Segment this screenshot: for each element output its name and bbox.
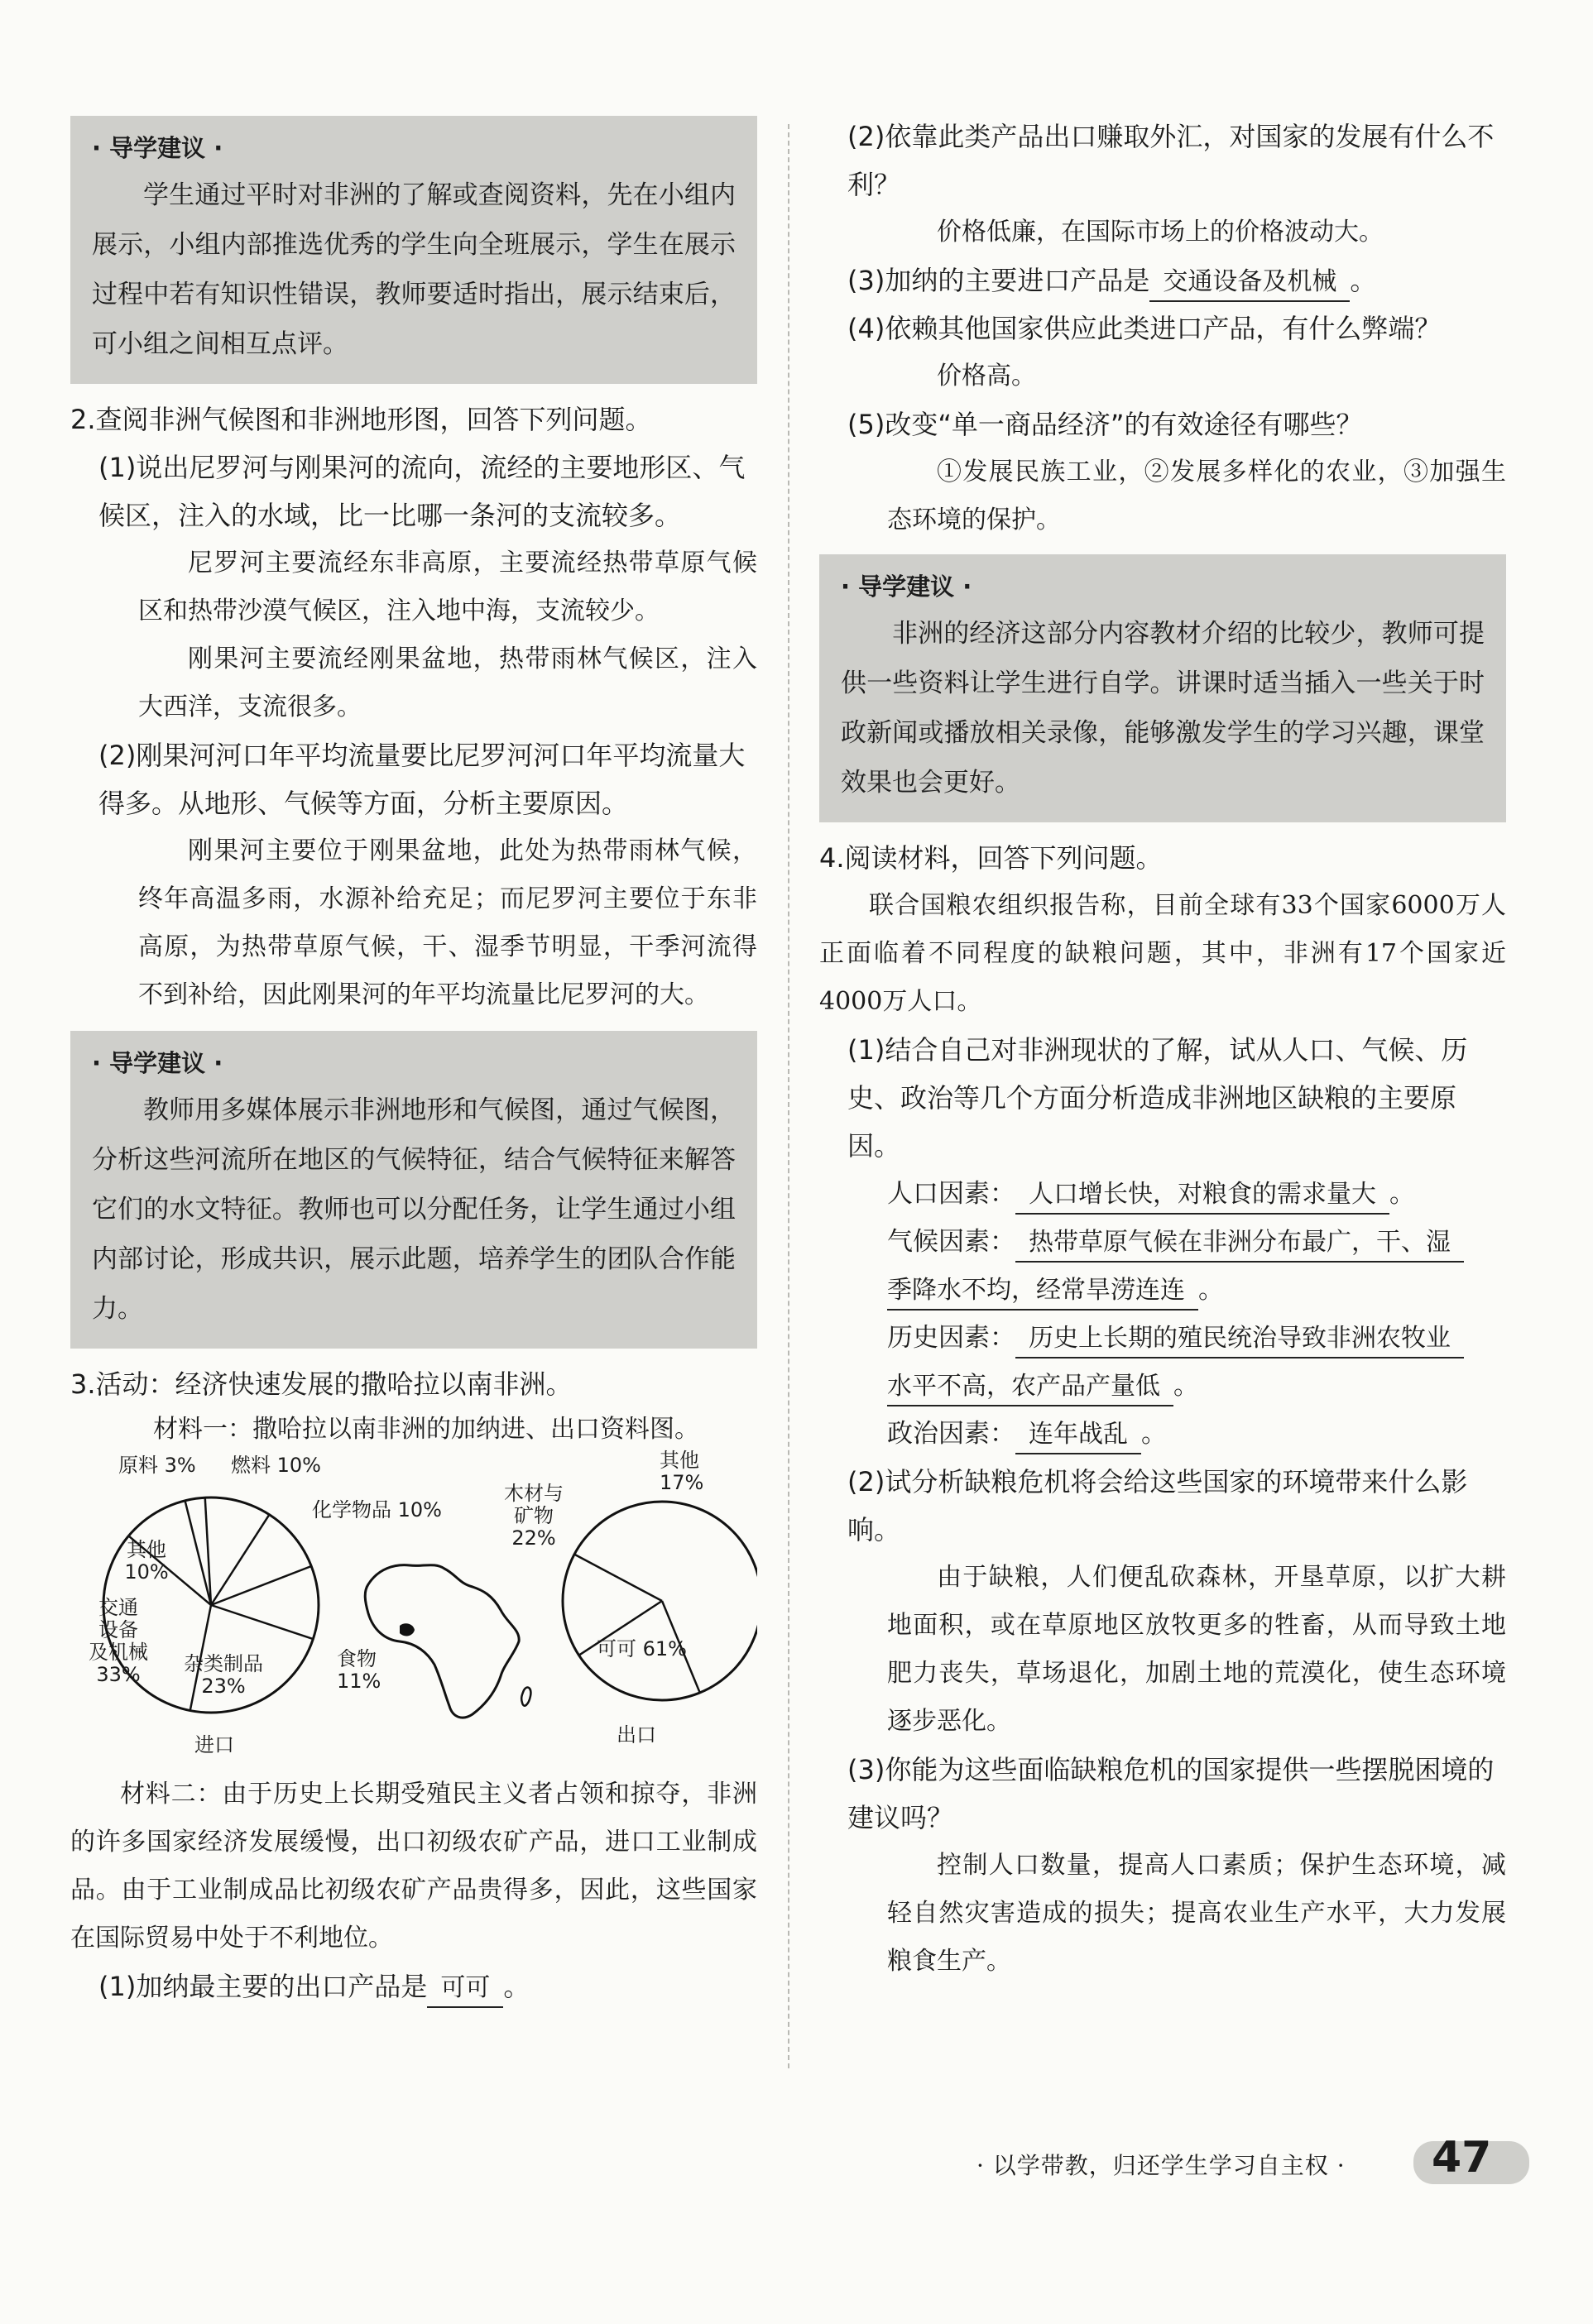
answer-3-1: 可可: [427, 1970, 503, 2008]
import-chart-title: 进口: [194, 1733, 234, 1756]
import-label-food: 食物 11%: [337, 1647, 381, 1693]
tip-text: 非洲的经济这部分内容教材介绍的比较少，教师可提供一些资料让学生进行自学。讲课时适当插入一些关于时政新闻或播放相关录像，能够激发学生的学习兴趣，课堂效果也会更好。: [841, 619, 1485, 798]
question-2-title: 2.查阅非洲气候图和非洲地形图，回答下列问题。: [70, 404, 652, 435]
import-label-fuel: 燃料 10%: [231, 1454, 321, 1477]
question-4-2: (2)试分析缺粮危机将会给这些国家的环境带来什么影响。: [847, 1466, 1468, 1545]
factor-history-cont: 水平不高，农产品产量低 。: [819, 1362, 1506, 1410]
material-2: 材料二：由于历史上长期受殖民主义者占领和掠夺，非洲的许多国家经济发展缓慢，出口初级农矿产品，进口工业制成品。由于工业制成品比初级农矿产品贵得多，因此，这些国家在国际贸易中处于不利地位。: [70, 1780, 757, 1953]
question-4-1: (1)结合自己对非洲现状的了解，试从人口、气候、历史、政治等几个方面分析造成非洲地区缺粮的主要原因。: [847, 1034, 1468, 1162]
question-3-4: (4)依赖其他国家供应此类进口产品，有什么弊端？: [847, 313, 1442, 344]
column-divider: [788, 124, 789, 2068]
tip-heading: · 导学建议 ·: [92, 134, 223, 162]
answer-climate-2: 季降水不均，经常旱涝连连: [887, 1272, 1198, 1311]
page-number: 47: [1432, 2133, 1492, 2183]
answer-4-3: 控制人口数量，提高人口素质；保护生态环境，减轻自然灾害造成的损失；提高农业生产水平，大力发展粮食生产。: [887, 1851, 1506, 1976]
question-4-material: 联合国粮农组织报告称，目前全球有33个国家6000万人正面临着不同程度的缺粮问题，其中，非洲有17个国家近4000万人口。: [819, 891, 1506, 1016]
answer-2-1-nile: 尼罗河主要流经东非高原，主要流经热带草原气候区和热带沙漠气候区，注入地中海，支流较少。: [138, 549, 757, 625]
answer-2-1-congo: 刚果河主要流经刚果盆地，热带雨林气候区，注入大西洋，支流很多。: [138, 644, 757, 721]
tip-text: 学生通过平时对非洲的了解或查阅资料，先在小组内展示，小组内部推选优秀的学生向全班展示，学生在展示过程中若有知识性错误，教师要适时指出，展示结束后，可小组之间相互点评。: [92, 180, 736, 359]
import-label-misc: 杂类制品 23%: [184, 1652, 263, 1698]
answer-3-5: ①发展民族工业，②发展多样化的农业，③加强生态环境的保护。: [887, 458, 1506, 534]
question-3-2: (2)依靠此类产品出口赚取外汇，对国家的发展有什么不利？: [847, 121, 1495, 200]
import-label-other: 其他 10%: [124, 1538, 169, 1584]
ghana-trade-figure: [70, 1449, 757, 1762]
teaching-tip-3: [819, 554, 1506, 822]
answer-3-4: 价格高。: [937, 362, 1036, 391]
question-3-1: (1)加纳最主要的出口产品是 可可 。: [70, 1962, 757, 2010]
right-column: [819, 116, 1506, 1986]
answer-climate-1: 热带草原气候在非洲分布最广，干、湿: [1015, 1224, 1464, 1263]
factor-population: 人口因素： 人口增长快，对粮食的需求量大 。: [819, 1170, 1506, 1218]
import-label-raw: 原料 3%: [118, 1454, 196, 1477]
answer-3-2: 价格低廉，在国际市场上的价格波动大。: [937, 218, 1384, 247]
question-4-title: 4.阅读材料，回答下列问题。: [819, 842, 1163, 874]
export-chart-title: 出口: [617, 1723, 656, 1747]
teaching-tip-2: [70, 1031, 757, 1349]
export-label-other: 其他 17%: [660, 1449, 704, 1494]
import-label-transport: 交通 设备 及机械 33%: [89, 1596, 148, 1686]
left-column: [70, 116, 757, 2010]
export-label-timber: 木材与 矿物 22%: [504, 1482, 564, 1550]
footer-slogan: · 以学带教，归还学生学习自主权 ·: [976, 2152, 1346, 2179]
tip-heading: · 导学建议 ·: [92, 1049, 223, 1077]
question-4-3: (3)你能为这些面临缺粮危机的国家提供一些摆脱困境的建议吗？: [847, 1754, 1495, 1833]
tip-heading: · 导学建议 ·: [841, 573, 972, 601]
factor-politics: 政治因素： 连年战乱 。: [819, 1410, 1506, 1458]
question-3-5: (5)改变“单一商品经济”的有效途径有哪些？: [847, 409, 1363, 440]
export-label-cocoa: 可可 61%: [597, 1637, 687, 1660]
answer-2-2: 刚果河主要位于刚果盆地，此处为热带雨林气候，终年高温多雨，水源补给充足；而尼罗河主要位于东非高原，为热带草原气候，干、湿季节明显，干季河流得不到补给，因此刚果河的年平均流量比尼罗河的大。: [138, 836, 757, 1009]
tip-text: 教师用多媒体展示非洲地形和气候图，通过气候图，分析这些河流所在地区的气候特征，结合气候特征来解答它们的水文特征。教师也可以分配任务，让学生通过小组内部讨论，形成共识，展示此题，培养学生的团队合作能力。: [92, 1095, 736, 1324]
teaching-tip-1: [70, 116, 757, 384]
factor-climate: 气候因素： 热带草原气候在非洲分布最广，干、湿: [819, 1218, 1506, 1266]
answer-population: 人口增长快，对粮食的需求量大: [1015, 1176, 1389, 1215]
question-2-1: (1)说出尼罗河与刚果河的流向，流经的主要地形区、气候区，注入的水域，比一比哪一条河的支流较多。: [98, 452, 746, 531]
answer-politics: 连年战乱: [1015, 1416, 1141, 1454]
question-3-3: (3)加纳的主要进口产品是 交通设备及机械 。: [819, 256, 1506, 304]
answer-history-2: 水平不高，农产品产量低: [887, 1368, 1173, 1406]
question-3-title: 3.活动：经济快速发展的撒哈拉以南非洲。: [70, 1368, 573, 1400]
factor-history: 历史因素： 历史上长期的殖民统治导致非洲农牧业: [819, 1314, 1506, 1362]
answer-history-1: 历史上长期的殖民统治导致非洲农牧业: [1015, 1320, 1464, 1358]
answer-4-2: 由于缺粮，人们便乱砍森林，开垦草原，以扩大耕地面积，或在草原地区放牧更多的牲畜，从而导致土地肥力丧失，草场退化，加剧土地的荒漠化，使生态环境逐步恶化。: [887, 1563, 1506, 1736]
factor-climate-cont: 季降水不均，经常旱涝连连 。: [819, 1266, 1506, 1314]
import-label-chemicals: 化学物品 10%: [312, 1498, 442, 1521]
answer-3-3: 交通设备及机械: [1149, 264, 1350, 302]
question-2-2: (2)刚果河河口年平均流量要比尼罗河河口年平均流量大得多。从地形、气候等方面，分析主要原因。: [98, 740, 746, 819]
material-1-title: 材料一：撒哈拉以南非洲的加纳进、出口资料图。: [153, 1415, 699, 1444]
